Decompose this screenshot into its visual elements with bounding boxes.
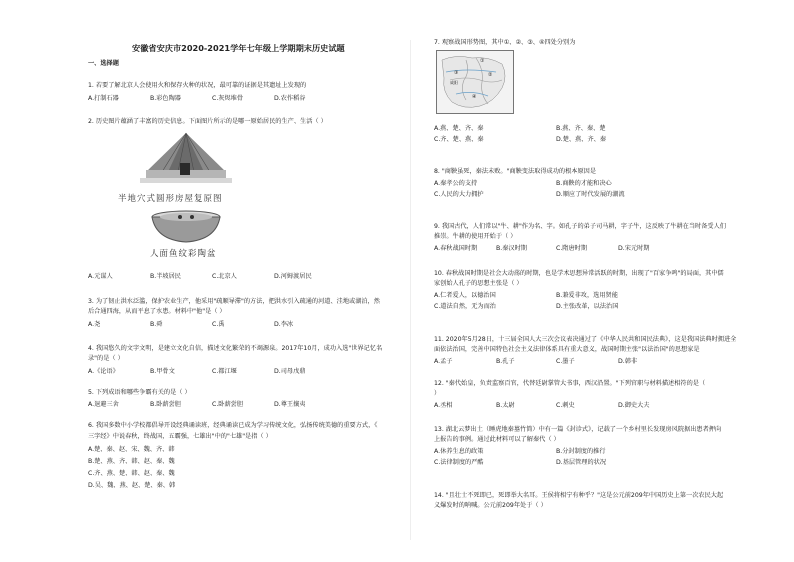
map-label-3: ③: [454, 70, 459, 76]
q12-option-b[interactable]: B.太尉: [496, 402, 515, 409]
question-4-line2: 录"的是（ ）: [88, 355, 124, 362]
q10-option-d[interactable]: D.主张改革，以法治国: [556, 303, 619, 310]
q5-option-b[interactable]: B.卧薪尝胆: [150, 401, 181, 408]
q4-option-c[interactable]: C.都江堰: [212, 368, 237, 375]
q1-option-b[interactable]: B.彩色陶器: [150, 95, 181, 102]
q11-option-c[interactable]: C.墨子: [556, 358, 575, 365]
thatched-hut-image: [136, 130, 236, 190]
question-13-line2: 上报告的事例。通过此材料可以了解秦代（ ）: [434, 436, 560, 443]
question-2-stem: 2. 历史图片蕴涵了丰富的历史信息。下面图片所示的是哪一原始居民的生产、生活（ ）: [88, 118, 327, 125]
question-8-stem: 8. "商鞅虽死，秦法未败。"商鞅变法取得成功的根本原因是: [434, 168, 597, 175]
question-6-line1: 6. 我国多数中小学校都倡导开设经典诵读班，经典诵读已成为学习传统文化，弘扬传统美德的重要方式，《: [88, 422, 378, 429]
warring-states-map: [436, 50, 514, 114]
q13-option-a[interactable]: A.休养生息的政策: [434, 448, 484, 455]
q1-option-c[interactable]: C.灰烬堆骨: [212, 95, 244, 102]
column-divider: [410, 40, 411, 540]
q5-option-a[interactable]: A.退避三舍: [88, 401, 119, 408]
question-9-line2: 推崇。牛耕的使用开始于（ ）: [434, 233, 517, 240]
map-label-2: ②: [488, 72, 493, 78]
section-heading: 一、选择题: [88, 60, 119, 67]
q12-option-a[interactable]: A.丞相: [434, 402, 453, 409]
q11-option-b[interactable]: B.孔子: [496, 358, 515, 365]
q6-option-d[interactable]: D.吴、魏、燕、赵、楚、秦、韩: [88, 482, 176, 489]
question-12-line1: 12. "秦代始皇，负责监察百官，代替廷尉掌管大书事，西汉沿置。"下列官职与材料描述相符的是（: [434, 380, 706, 387]
map-label-1: ①: [480, 58, 485, 64]
question-11-line2: 面依法治国，完善中国特色社会主义法律体系具有重大意义，战国时期主张"以法治国"的思想家是: [434, 346, 700, 353]
q12-option-d[interactable]: D.御史大夫: [618, 402, 650, 409]
map-label-xianyang: 咸阳: [450, 80, 458, 85]
question-10-line2: 家创始人孔子的思想主张是（ ）: [434, 280, 523, 287]
q7-option-c[interactable]: C.齐、楚、燕、秦: [434, 136, 484, 143]
question-7-stem: 7. 观察战国形势图，其中①、②、③、④四处分别为: [434, 39, 576, 46]
page-title: 安徽省安庆市2020-2021学年七年级上学期期末历史试题: [132, 43, 345, 53]
q7-option-b[interactable]: B.燕、齐、秦、楚: [556, 125, 606, 132]
q8-option-b[interactable]: B.商鞅的才能和决心: [556, 180, 612, 187]
q7-option-a[interactable]: A.燕、楚、齐、秦: [434, 125, 484, 132]
q13-option-d[interactable]: D.基层管理的状况: [556, 459, 607, 466]
q9-option-c[interactable]: C.隋唐时期: [556, 245, 588, 252]
q5-option-c[interactable]: C.卧薪尝胆: [212, 401, 244, 408]
question-12-line2: ）: [434, 390, 441, 397]
q3-option-d[interactable]: D.李冰: [274, 321, 294, 328]
question-13-line1: 13. 湖北云梦出土（睡虎地秦墓竹简）中有一篇《封诊式》，记载了一个乡村里长发现房风院据出患者押向: [434, 426, 722, 433]
question-14-line1: 14. "且壮士不死即已，死即举大名耳。王侯将相宁有种乎？"这是公元前209年中国历史上第一次农民大起: [434, 492, 724, 499]
q9-option-a[interactable]: A.春秋战国时期: [434, 245, 478, 252]
q6-option-c[interactable]: C.齐、燕、楚、韩、赵、秦、魏: [88, 470, 175, 477]
q10-option-c[interactable]: C.道法自然，无为而治: [434, 303, 496, 310]
q13-option-c[interactable]: C.法律制度的严酷: [434, 459, 484, 466]
map-label-4: ④: [472, 94, 477, 100]
question-3-line2: 后合通四海，从而平息了水患。材料中"他"是（ ）: [88, 308, 226, 315]
q11-option-a[interactable]: A.孟子: [434, 358, 453, 365]
question-1-stem: 1. 若要了解北京人会使用火和保存火种的状况，最可靠的证据是其遗址上发现的: [88, 82, 307, 89]
q1-option-d[interactable]: D.农作稻谷: [274, 95, 306, 102]
q2-option-d[interactable]: D.河姆渡居民: [274, 273, 312, 280]
q12-option-c[interactable]: C.刺史: [556, 402, 575, 409]
q10-option-a[interactable]: A.仁者爱人，以德治国: [434, 292, 496, 299]
q2-option-c[interactable]: C.北京人: [212, 273, 237, 280]
q8-option-c[interactable]: C.人民的大力拥护: [434, 191, 484, 198]
question-5-stem: 5. 下列成语和哪些争霸有关的是（ ）: [88, 389, 191, 396]
question-6-line2: 三字经》中说春秋，终战国，五霸强，七雄出"中的"七雄"是指（ ）: [88, 433, 272, 440]
bowl-caption: 人面鱼纹彩陶盆: [150, 249, 217, 259]
q9-option-b[interactable]: B.秦汉时期: [496, 245, 527, 252]
q2-option-b[interactable]: B.半坡居民: [150, 273, 181, 280]
q6-option-a[interactable]: A.楚、秦、赵、宋、魏、齐、韩: [88, 446, 175, 453]
q4-option-b[interactable]: B.甲骨文: [150, 368, 175, 375]
question-4-line1: 4. 我国悠久的文字文明，是建立文化自信，描述文化繁荣的不竭源泉。2017年10月，成功入选"世界记忆名: [88, 345, 383, 352]
q3-option-b[interactable]: B.舜: [150, 321, 163, 328]
q1-option-a[interactable]: A.打制石器: [88, 95, 119, 102]
q7-option-d[interactable]: D.楚、燕、齐、秦: [556, 136, 607, 143]
q4-option-d[interactable]: D.司母戊鼎: [274, 368, 306, 375]
q4-option-a[interactable]: A.《论语》: [88, 368, 119, 375]
q3-option-c[interactable]: C.禹: [212, 321, 225, 328]
q8-option-d[interactable]: D.顺应了时代发展的潮流: [556, 191, 625, 198]
q2-option-a[interactable]: A.元谋人: [88, 273, 113, 280]
q6-option-b[interactable]: B.楚、燕、齐、韩、赵、秦、魏: [88, 458, 175, 465]
hut-caption: 半地穴式圆形房屋复原图: [118, 194, 223, 204]
question-10-line1: 10. 春秋战国时期是社会大动荡的时期，也是学术思想异常活跃的时期，出现了"百家争鸣"的局面，其中儒: [434, 270, 724, 277]
painted-pottery-bowl-image: [150, 210, 222, 244]
q8-option-a[interactable]: A.秦孝公的支持: [434, 180, 478, 187]
q5-option-d[interactable]: D.尊王攘夷: [274, 401, 306, 408]
question-3-line1: 3. 为了韧止洪水泛滥，保护农业生产，他采用"疏顺导滞"的方法，把洪水引入疏通的河道、洼地或湖泊，然: [88, 298, 380, 305]
q3-option-a[interactable]: A.尧: [88, 321, 101, 328]
q10-option-b[interactable]: B.兼爱非攻，选用贤能: [556, 292, 618, 299]
q11-option-d[interactable]: D.韩非: [618, 358, 638, 365]
question-11-line1: 11. 2020年5月28日，十三届全国人大三次会议表决通过了《中华人民共和国民法典》，这是我国法典时拥进全: [434, 336, 737, 343]
question-9-line1: 9. 我国古代，人们常以"牛、耕"作为名、字。如孔子的弟子司马耕，字子牛，这反映了牛耕在当时备受人们: [434, 223, 726, 230]
question-14-line2: 义爆发时的呐喊。公元前209年处于（ ）: [434, 502, 547, 509]
q13-option-b[interactable]: B.分封制度的推行: [556, 448, 606, 455]
q9-option-d[interactable]: D.宋元时期: [618, 245, 650, 252]
